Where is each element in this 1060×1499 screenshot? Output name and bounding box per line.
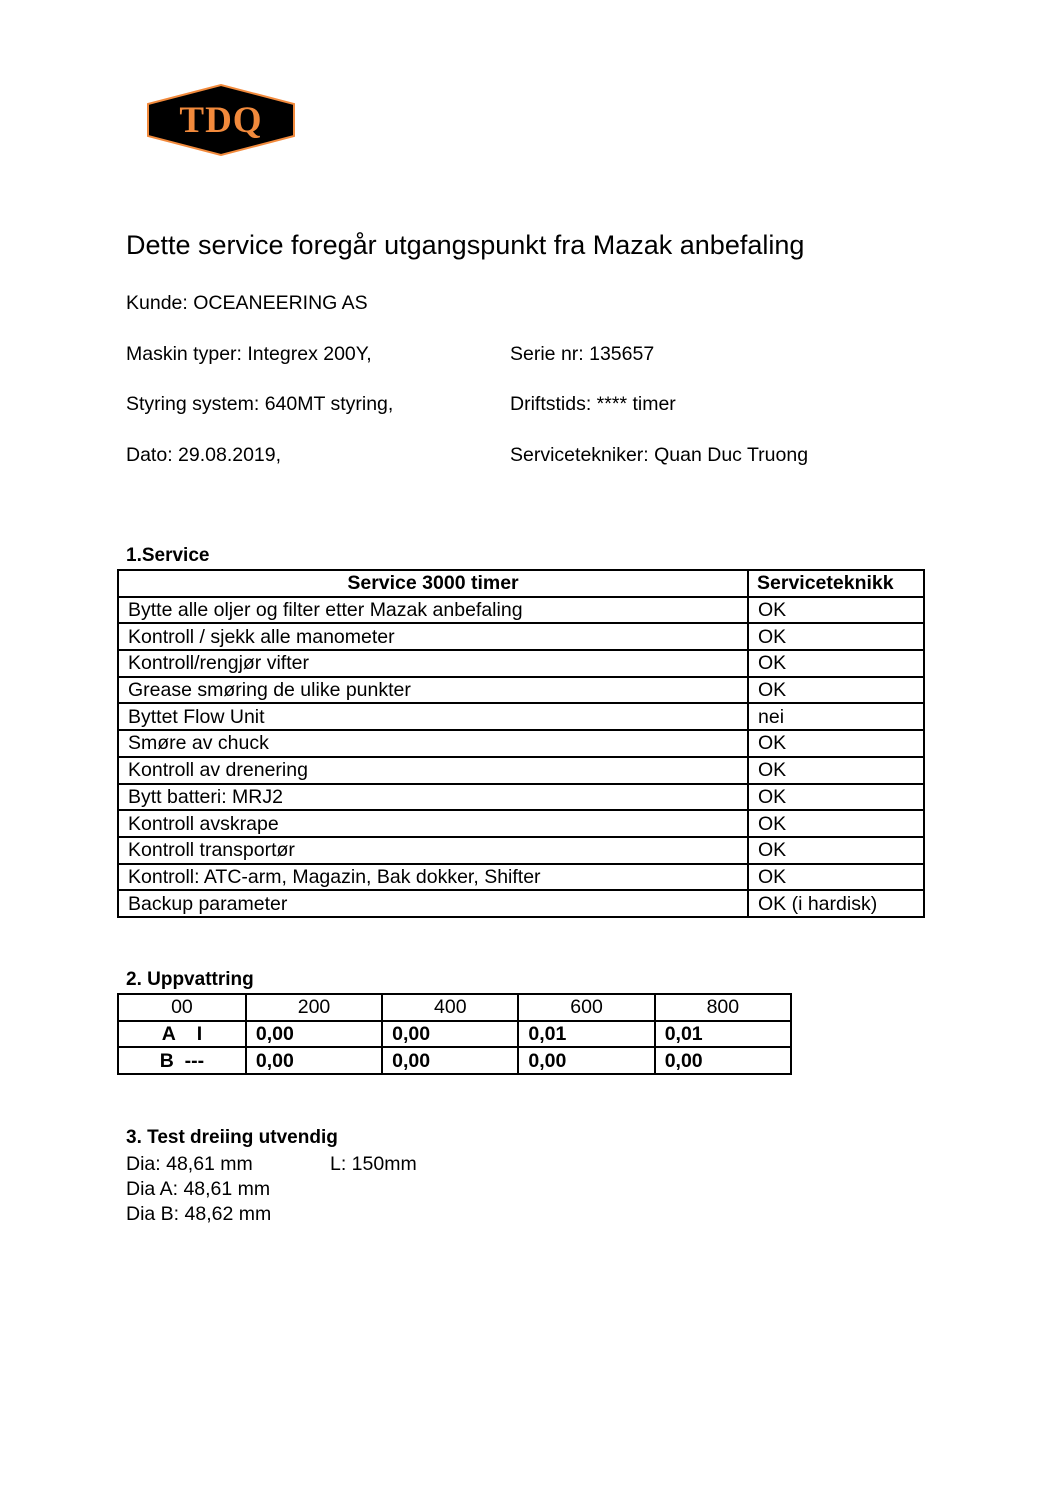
uppvattring-heading: 2. Uppvattring <box>126 969 254 990</box>
page-title: Dette service foregår utgangspunkt fra Mazak anbefaling <box>126 230 805 260</box>
service-status-cell: OK <box>748 730 924 757</box>
test-length: L: 150mm <box>330 1153 417 1175</box>
service-task-cell: Backup parameter <box>118 890 748 917</box>
column-header-service: Service 3000 timer <box>118 570 748 597</box>
operating-hours-label: Driftstids: **** timer <box>510 393 676 415</box>
service-row <box>118 757 924 784</box>
service-status-cell: nei <box>748 703 924 730</box>
service-status-cell: OK <box>748 677 924 704</box>
uppvattring-value-cell: 0,00 <box>382 1047 518 1074</box>
service-table-header <box>118 570 924 597</box>
service-table <box>117 569 925 918</box>
service-row <box>118 703 924 730</box>
test-dia: Dia: 48,61 mm <box>126 1153 253 1175</box>
service-task-cell: Grease smøring de ulike punkter <box>118 677 748 704</box>
service-task-cell: Kontroll / sjekk alle manometer <box>118 623 748 650</box>
service-row <box>118 677 924 704</box>
service-status-cell: OK <box>748 623 924 650</box>
uppvattring-row <box>118 1021 791 1048</box>
uppvattring-value-cell: 0,00 <box>246 1021 382 1048</box>
uppvattring-column-header: 400 <box>382 994 518 1021</box>
technician-label: Servicetekniker: Quan Duc Truong <box>510 444 809 466</box>
test-dia-b: Dia B: 48,62 mm <box>126 1203 272 1225</box>
service-row <box>118 864 924 891</box>
test-heading: 3. Test dreiing utvendig <box>126 1127 338 1148</box>
service-task-cell: Smøre av chuck <box>118 730 748 757</box>
service-task-cell: Bytt batteri: MRJ2 <box>118 784 748 811</box>
service-row <box>118 597 924 624</box>
service-task-cell: Byttet Flow Unit <box>118 703 748 730</box>
uppvattring-column-header: 00 <box>118 994 246 1021</box>
service-status-cell: OK <box>748 810 924 837</box>
service-task-cell: Kontroll transportør <box>118 837 748 864</box>
uppvattring-value-cell: 0,01 <box>655 1021 791 1048</box>
service-task-cell: Kontroll avskrape <box>118 810 748 837</box>
uppvattring-value-cell: 0,01 <box>518 1021 654 1048</box>
uppvattring-row-label: B --- <box>118 1047 246 1074</box>
service-row <box>118 810 924 837</box>
uppvattring-value-cell: 0,00 <box>246 1047 382 1074</box>
control-system-label: Styring system: 640MT styring, <box>126 393 394 415</box>
service-row <box>118 784 924 811</box>
service-row <box>118 730 924 757</box>
service-row <box>118 650 924 677</box>
machine-type-label: Maskin typer: Integrex 200Y, <box>126 343 372 365</box>
service-status-cell: OK <box>748 784 924 811</box>
service-task-cell: Kontroll/rengjør vifter <box>118 650 748 677</box>
service-status-cell: OK (i hardisk) <box>748 890 924 917</box>
service-task-cell: Bytte alle oljer og filter etter Mazak anbefaling <box>118 597 748 624</box>
uppvattring-column-header: 800 <box>655 994 791 1021</box>
customer-label: Kunde: OCEANEERING AS <box>126 292 368 314</box>
uppvattring-value-cell: 0,00 <box>382 1021 518 1048</box>
service-status-cell: OK <box>748 837 924 864</box>
logo-text: TDQ <box>179 99 263 141</box>
service-status-cell: OK <box>748 757 924 784</box>
uppvattring-table <box>117 993 792 1075</box>
service-row <box>118 890 924 917</box>
service-row <box>118 623 924 650</box>
uppvattring-row-label: A I <box>118 1021 246 1048</box>
uppvattring-column-header: 200 <box>246 994 382 1021</box>
uppvattring-value-cell: 0,00 <box>518 1047 654 1074</box>
uppvattring-row <box>118 1047 791 1074</box>
uppvattring-header-row <box>118 994 791 1021</box>
date-label: Dato: 29.08.2019, <box>126 444 282 466</box>
service-heading: 1.Service <box>126 545 210 566</box>
test-dia-a: Dia A: 48,61 mm <box>126 1178 271 1200</box>
service-status-cell: OK <box>748 650 924 677</box>
service-row <box>118 837 924 864</box>
service-task-cell: Kontroll av drenering <box>118 757 748 784</box>
column-header-status: Serviceteknikk <box>748 570 924 597</box>
service-status-cell: OK <box>748 864 924 891</box>
company-logo <box>146 84 296 156</box>
service-status-cell: OK <box>748 597 924 624</box>
uppvattring-value-cell: 0,00 <box>655 1047 791 1074</box>
service-task-cell: Kontroll: ATC-arm, Magazin, Bak dokker, Shifter <box>118 864 748 891</box>
uppvattring-column-header: 600 <box>518 994 654 1021</box>
serial-number-label: Serie nr: 135657 <box>510 343 655 365</box>
